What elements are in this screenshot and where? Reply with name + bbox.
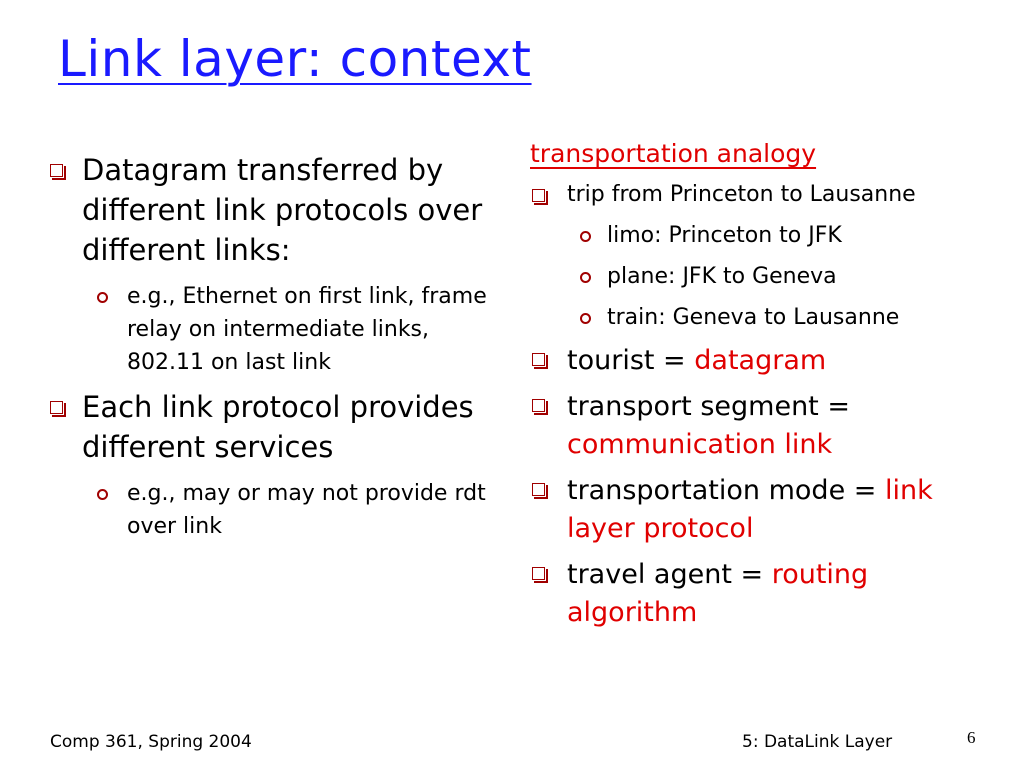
- square-bullet-icon: [532, 399, 545, 412]
- circle-bullet-icon: [97, 489, 108, 500]
- bullet-transportation-mode: [530, 472, 1000, 548]
- slide-title: Link layer: context: [58, 30, 532, 88]
- bullet-highlight: communication link: [567, 429, 833, 460]
- square-bullet-icon: [50, 401, 63, 414]
- circle-bullet-icon: [580, 272, 591, 283]
- square-bullet-icon: [532, 567, 545, 580]
- circle-bullet-icon: [580, 313, 591, 324]
- bullet-text: limo: Princeton to JFK: [607, 223, 842, 248]
- bullet-text: transport segment =: [567, 391, 850, 422]
- bullet-highlight: routing algorithm: [567, 559, 869, 628]
- square-bullet-icon: [532, 189, 545, 202]
- bullet-text: plane: JFK to Geneva: [607, 264, 837, 289]
- circle-bullet-icon: [580, 231, 591, 242]
- circle-bullet-icon: [97, 292, 108, 303]
- left-column: [48, 150, 498, 551]
- bullet-tourist: [530, 342, 1000, 380]
- bullet-text: train: Geneva to Lausanne: [607, 305, 900, 330]
- square-bullet-icon: [532, 353, 545, 366]
- bullet-datagram-transferred: [48, 150, 498, 270]
- square-bullet-icon: [50, 164, 63, 177]
- subbullet-plane: [530, 260, 1000, 293]
- bullet-text: e.g., may or may not provide rdt over link: [127, 481, 486, 539]
- bullet-transport-segment: [530, 388, 1000, 464]
- bullet-text: tourist =: [567, 345, 695, 376]
- footer-course: Comp 361, Spring 2004: [50, 732, 252, 752]
- bullet-text: e.g., Ethernet on first link, frame relay on intermediate links, 802.11 on last link: [127, 284, 487, 375]
- bullet-text: trip from Princeton to Lausanne: [567, 182, 916, 207]
- bullet-trip: [530, 178, 1000, 211]
- bullet-text: Datagram transferred by different link protocols over different links:: [82, 153, 483, 267]
- page-number: 6: [967, 728, 976, 747]
- bullet-text: Each link protocol provides different services: [82, 390, 474, 464]
- bullet-each-link-protocol: [48, 387, 498, 467]
- subbullet-train: [530, 301, 1000, 334]
- bullet-text: travel agent =: [567, 559, 772, 590]
- bullet-text: transportation mode =: [567, 475, 885, 506]
- right-column: [530, 138, 1000, 640]
- bullet-highlight: datagram: [694, 345, 827, 376]
- analogy-heading: transportation analogy: [530, 139, 817, 168]
- subbullet-rdt-example: [48, 477, 498, 543]
- subbullet-ethernet-example: [48, 280, 498, 379]
- subbullet-limo: [530, 219, 1000, 252]
- bullet-highlight: link layer protocol: [567, 475, 933, 544]
- square-bullet-icon: [532, 483, 545, 496]
- bullet-travel-agent: [530, 556, 1000, 632]
- footer-chapter: 5: DataLink Layer: [742, 732, 893, 752]
